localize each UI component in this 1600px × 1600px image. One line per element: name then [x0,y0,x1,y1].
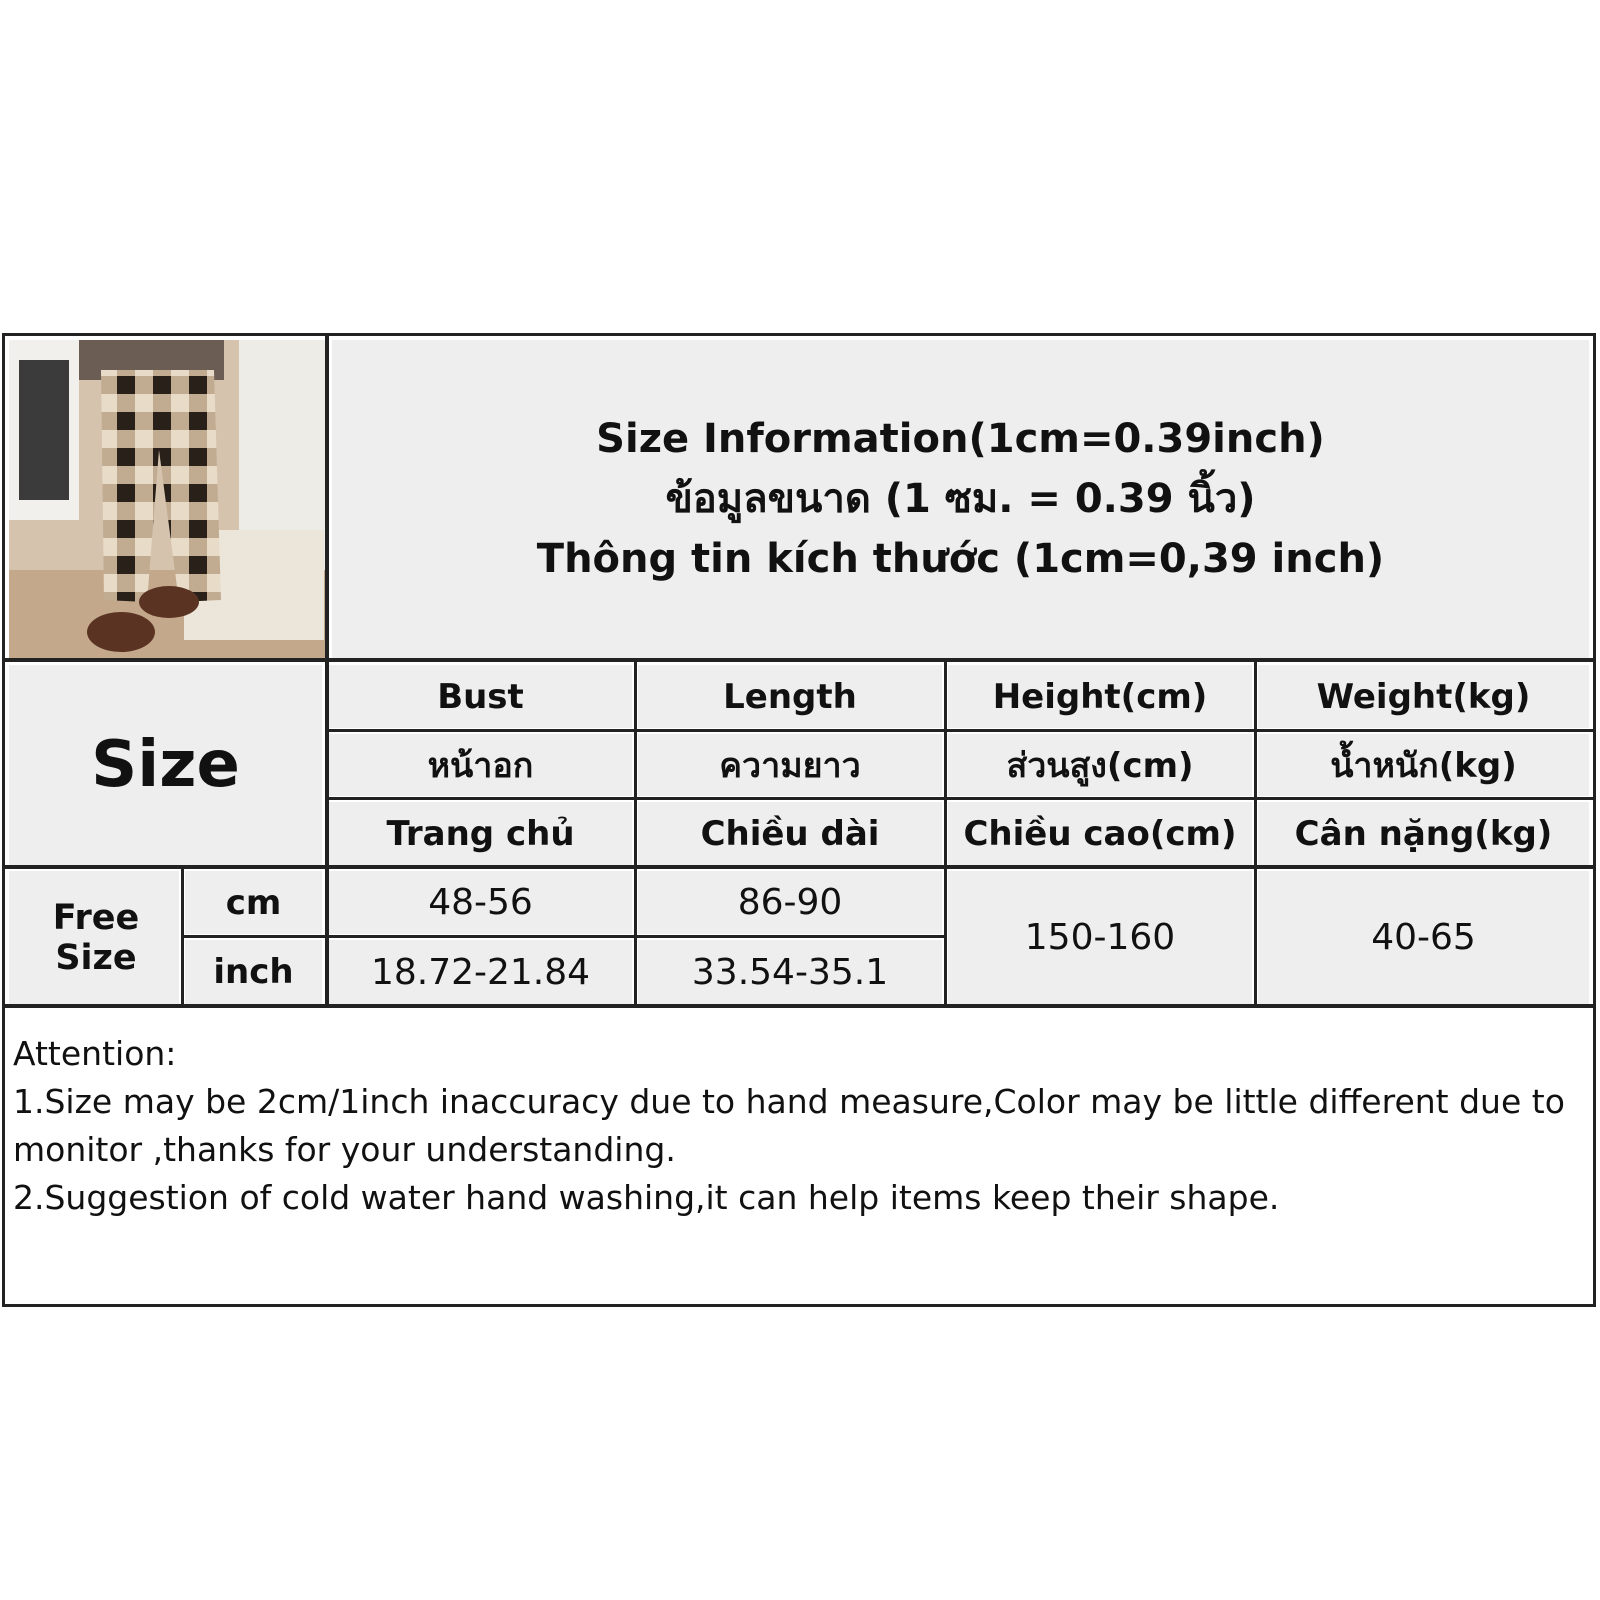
grid-line [5,1004,1593,1008]
grid-line [329,729,1593,732]
header-weight-vi: Cân nặng(kg) [1258,802,1589,865]
size-header: Size [9,665,322,865]
product-photo [9,340,329,658]
header-bust-en: Bust [329,665,632,728]
header-length-vi: Chiều dài [638,802,942,865]
title-thai: ข้อมูลขนาด (1 ซม. = 0.39 นิ้ว) [665,476,1256,522]
bust-inch-value: 18.72-21.84 [329,940,632,1004]
attention-item-1: 1.Size may be 2cm/1inch inaccuracy due to hand measure,Color may be little different due to monitor ,thanks for your understanding. [13,1082,1565,1169]
header-height-th: ส่วนสูง(cm) [948,734,1252,796]
title-english: Size Information(1cm=0.39inch) [596,416,1325,462]
weight-value: 40-65 [1258,871,1589,1004]
grid-line [5,658,1593,662]
length-inch-value: 33.54-35.1 [638,940,942,1004]
grid-line [944,658,947,1006]
header-height-vi: Chiều cao(cm) [948,802,1252,865]
header-height-en: Height(cm) [948,665,1252,728]
header-length-en: Length [638,665,942,728]
height-value: 150-160 [948,871,1252,1004]
attention-item-2: 2.Suggestion of cold water hand washing,it can help items keep their shape. [13,1178,1280,1217]
grid-line [329,797,1593,800]
header-weight-th: น้ำหนัก(kg) [1258,734,1589,796]
bust-cm-value: 48-56 [329,871,632,934]
unit-cm: cm [185,871,322,934]
title-block [332,340,1589,658]
header-bust-th: หน้าอก [329,734,632,796]
size-chart [2,333,1596,1307]
header-weight-en: Weight(kg) [1258,665,1589,728]
header-bust-vi: Trang chủ [329,802,632,865]
title-vietnamese: Thông tin kích thước (1cm=0,39 inch) [536,536,1385,582]
length-cm-value: 86-90 [638,871,942,934]
grid-line [1254,658,1257,1006]
unit-inch: inch [185,940,322,1004]
grid-line [325,336,329,1006]
attention-heading: Attention: [13,1034,177,1073]
grid-line [634,658,637,1006]
row-label-free-size: Free Size [9,871,179,1004]
grid-line [181,935,947,938]
attention-notes [13,1030,1585,1222]
grid-line [5,865,1593,869]
header-length-th: ความยาว [638,734,942,796]
